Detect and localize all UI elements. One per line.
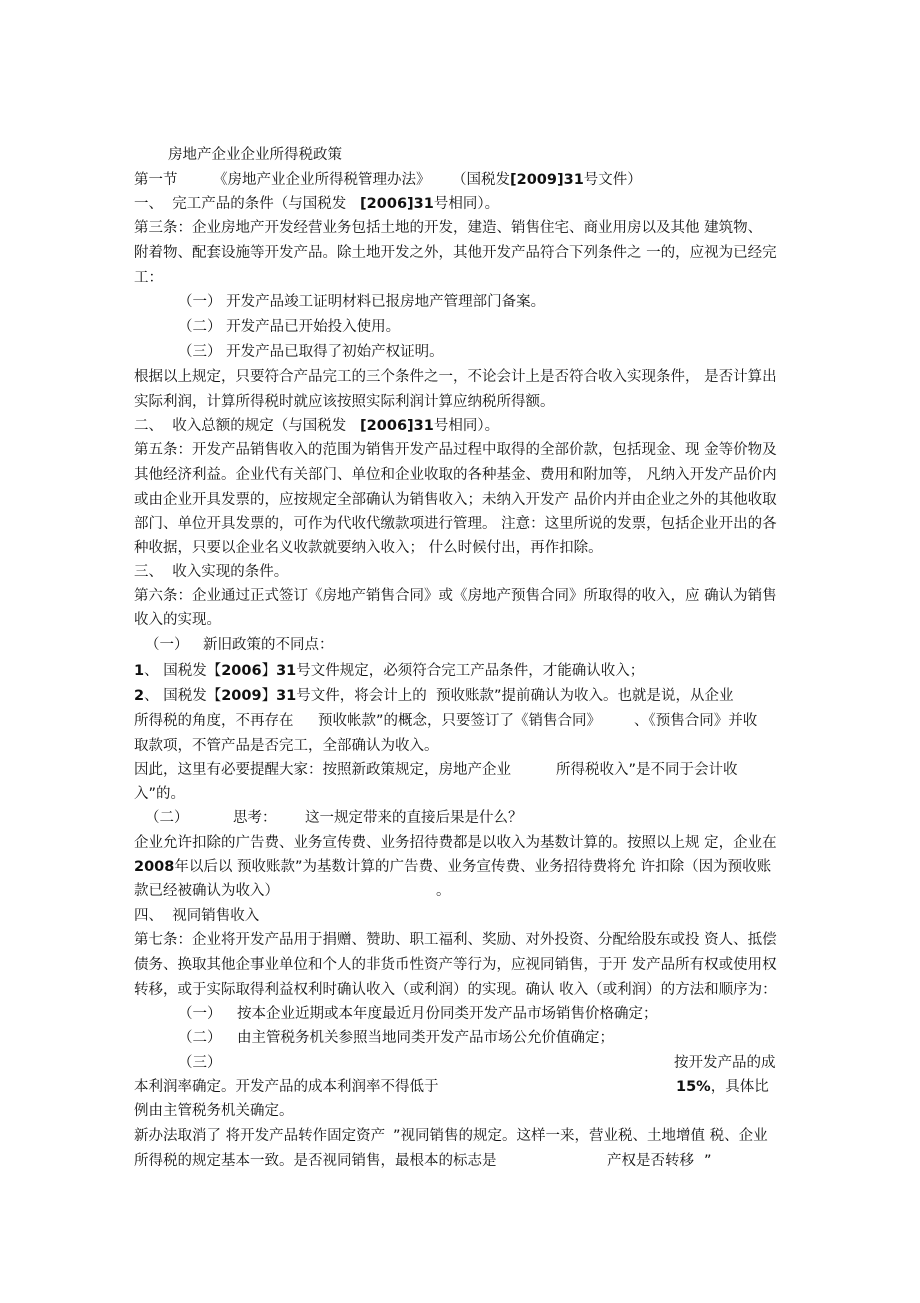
subheading-2-label: 思考：: [233, 810, 277, 826]
section-1-heading: [134, 170, 178, 190]
section-1-ref-suffix: 号文件）: [583, 172, 642, 188]
heading-3: [134, 562, 288, 582]
article-5-line-1: 第五条：开发产品销售收入的范围为销售开发产品过程中取得的全部价款，包括现金、现 金等价物及: [134, 442, 777, 458]
paragraph-1-line-2: 实际利润，计算所得税时就应该按照实际利润计算应纳税所得额。: [134, 394, 555, 410]
last-line-1a: 新办法取消了 将开发产品转作固定资产: [134, 1128, 386, 1144]
section-1-label: 第一节: [134, 172, 178, 188]
heading-2-number: 二、: [134, 418, 163, 434]
method-3-line-3: 例由主管税务机关确定。: [134, 1103, 294, 1119]
item-2-line-3: 取款项，不管产品是否完工，全部确认为收入。: [134, 738, 439, 754]
heading-1-text: 完工产品的条件（与国税发: [172, 196, 347, 212]
reminder-line-1b: 所得税收入”是不同于会计收: [556, 762, 738, 778]
last-line-2c: ”: [704, 1153, 712, 1169]
item-1-number: 1: [134, 663, 145, 679]
think-line-3b: 。: [436, 883, 451, 899]
heading-3-number: 三、: [134, 564, 163, 580]
article-7-line-2: 债务、换取其他企事业单位和个人的非货币性资产等行为，应视同销售，于开 发产品所有权或使用权: [134, 957, 777, 973]
article-5-line-3: 或由企业开具发票的，应按规定全部确认为销售收入；未纳入开发产 品价内并由企业之外的其他收取: [134, 492, 777, 508]
article-7-line-1: 第七条：企业将开发产品用于捐赠、赞助、职工福利、奖励、对外投资、分配给股东或投 资人、抵偿: [134, 932, 777, 948]
heading-2-ref: [2006]31: [360, 418, 434, 434]
article-3-line-2: 附着物、配套设施等开发产品。除土地开发之外，其他开发产品符合下列条件之 一的，应视为已经完: [134, 245, 777, 261]
method-2-number: （二）: [178, 1030, 222, 1046]
article-6-line-2: 收入的实现。: [134, 612, 221, 628]
article-6-line-1: 第六条：企业通过正式签订《房地产销售合同》或《房地产预售合同》所取得的收入，应 确认为销售: [134, 588, 777, 604]
item-1-text: 号文件规定，必须符合完工产品条件，才能确认收入；: [296, 663, 645, 679]
article-3-line-3: 工：: [134, 270, 163, 286]
heading-2-text: 收入总额的规定（与国税发: [172, 418, 347, 434]
item-2-text: 号文件，将会计上的: [296, 688, 427, 704]
reminder-line-1a: 因此，这里有必要提醒大家：按照新政策规定，房地产企业: [134, 762, 511, 778]
method-1-text: 按本企业近期或本年度最近月份同类开发产品市场销售价格确定；: [237, 1006, 658, 1022]
heading-2: [134, 416, 499, 436]
last-line-1b: ”视同销售的规定。这样一来，营业税、土地增值 税、企业: [393, 1128, 768, 1144]
paragraph-1-line-1: 根据以上规定，只要符合产品完工的三个条件之一，不论会计上是否符合收入实现条件， 是否计算出: [134, 369, 777, 385]
item-2-line-2b: 预收帐款”的概念，只要签订了《销售合同》: [318, 713, 602, 729]
heading-3-text: 收入实现的条件。: [172, 564, 289, 580]
method-3-number: （三）: [178, 1055, 222, 1071]
heading-4-number: 四、: [134, 908, 163, 924]
item-2-line-2a: 所得税的角度，不再存在: [134, 713, 294, 729]
section-1-ref-prefix: （国税发: [452, 172, 510, 188]
item-2-line-2c: 、《预售合同》并收: [634, 713, 758, 729]
method-1-number: （一）: [178, 1006, 222, 1022]
method-3-rate: 15%: [676, 1079, 711, 1095]
article-7-line-3: 转移，或于实际取得利益权利时确认收入（或利润）的实现。确认 收入（或利润）的方法和顺序为：: [134, 982, 777, 998]
think-line-3a: 款已经被确认为收入）: [134, 883, 279, 899]
method-3-line-2b: [676, 1077, 769, 1097]
heading-2-suffix: 号相同）。: [433, 418, 500, 434]
section-1-ref: [452, 170, 642, 190]
item-1-doc-number: 31: [276, 663, 297, 679]
heading-1: [134, 194, 499, 214]
item-2-year: 2009: [221, 688, 262, 704]
think-line-2-text: 年以后以 预收账款”为基数计算的广告费、业务宣传费、业务招待费将允 许扣除（因为预收账: [174, 859, 772, 875]
item-1-prefix: 、 国税发【: [144, 663, 222, 679]
think-year: 2008: [134, 859, 175, 875]
item-2-continuation: 预收账款”提前确认为收入。也就是说，从企业: [436, 688, 734, 704]
condition-3: （三） 开发产品已取得了初始产权证明。: [178, 344, 444, 360]
item-2-prefix: 、 国税发【: [144, 688, 222, 704]
subheading-1-number: （一）: [145, 637, 189, 653]
item-2: [134, 686, 427, 706]
method-3-line-2a: 本利润率确定。开发产品的成本利润率不得低于: [134, 1079, 439, 1095]
item-2-number: 2: [134, 688, 145, 704]
method-3-line-2c: ，具体比: [710, 1079, 769, 1095]
item-2-doc-number: 31: [276, 688, 297, 704]
subheading-2-question: 这一规定带来的直接后果是什么？: [305, 810, 523, 826]
heading-1-suffix: 号相同）。: [433, 196, 500, 212]
article-5-line-2: 其他经济利益。企业代有关部门、单位和企业收取的各种基金、费用和附加等， 凡纳入开发产品价内: [134, 467, 777, 483]
condition-1: （一） 开发产品竣工证明材料已报房地产管理部门备案。: [178, 294, 546, 310]
reminder-line-2: 入”的。: [134, 786, 186, 802]
method-2-text: 由主管税务机关参照当地同类开发产品市场公允价值确定；: [237, 1030, 614, 1046]
section-1-law-title: 《房地产业企业所得税管理办法》: [213, 172, 431, 188]
section-1-ref-number: [2009]31: [510, 172, 584, 188]
last-line-2b: 产权是否转移: [607, 1153, 694, 1169]
heading-4-text: 视同销售收入: [172, 908, 260, 924]
subheading-1-text: 新旧政策的不同点：: [203, 637, 334, 653]
think-line-2: [134, 857, 771, 877]
item-1: [134, 661, 644, 681]
article-5-line-5: 种收据，只要以企业名义收款就要纳入收入； 什么时候付出，再作扣除。: [134, 540, 603, 556]
method-3-text: 按开发产品的成: [674, 1055, 776, 1071]
subheading-2-number: （二）: [145, 810, 189, 826]
last-line-2a: 所得税的规定基本一致。是否视同销售，最根本的标志是: [134, 1153, 497, 1169]
think-line-1: 企业允许扣除的广告费、业务宣传费、业务招待费都是以收入为基数计算的。按照以上规 定，企业在: [134, 835, 777, 851]
heading-1-ref: [2006]31: [360, 196, 434, 212]
article-3-line-1: 第三条：企业房地产开发经营业务包括土地的开发，建造、销售住宅、商业用房以及其他 建筑物、: [134, 220, 763, 236]
document-title: 房地产企业企业所得税政策: [168, 147, 342, 163]
heading-1-number: 一、: [134, 196, 163, 212]
article-5-line-4: 部门、单位开具发票的，可作为代收代缴款项进行管理。 注意：这里所说的发票，包括企业开出的各: [134, 516, 777, 532]
heading-4: [134, 906, 259, 926]
item-1-year: 2006: [221, 663, 262, 679]
item-1-bracket: 】: [261, 663, 277, 679]
condition-2: （二） 开发产品已开始投入使用。: [178, 319, 401, 335]
item-2-bracket: 】: [261, 688, 277, 704]
